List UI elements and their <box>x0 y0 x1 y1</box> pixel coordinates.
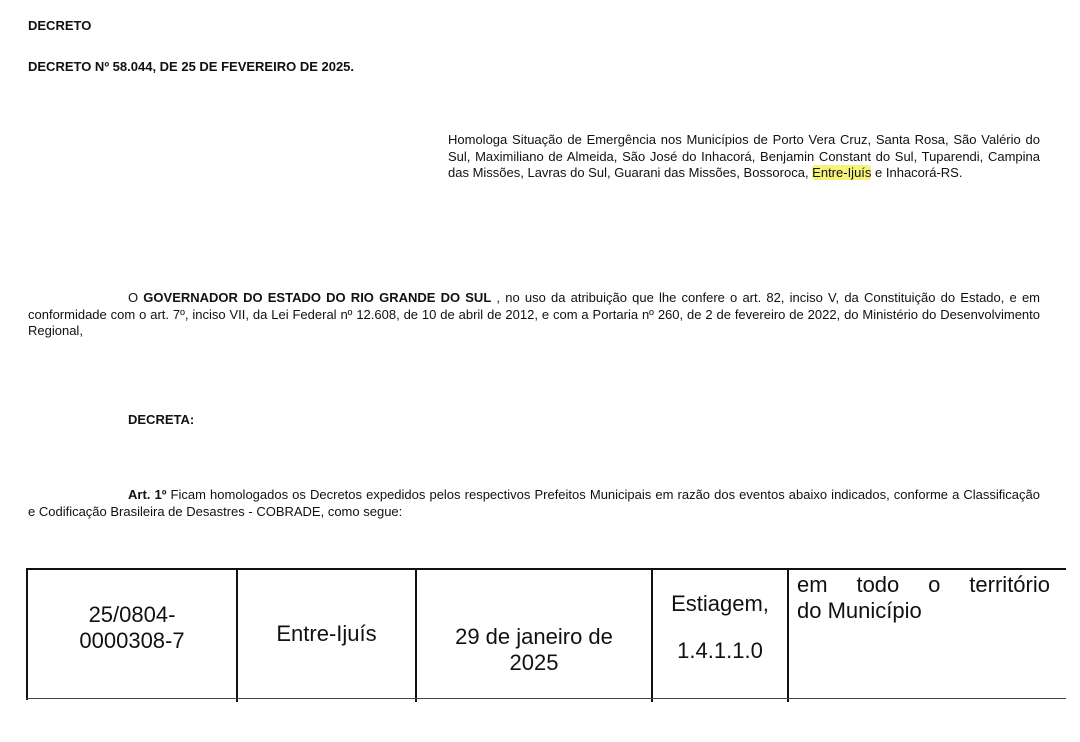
protocol-line-2: 0000308-7 <box>79 628 185 653</box>
event-name: Estiagem, <box>671 591 769 616</box>
date-line-1: 29 de janeiro de <box>455 624 613 649</box>
scope-line-1: em todo o território <box>797 572 1050 597</box>
article-1-label: Art. 1º <box>128 487 167 502</box>
table-bottom-border <box>26 698 1066 699</box>
event-cell <box>653 570 789 702</box>
protocol-line-1: 25/0804- <box>88 602 176 627</box>
article-1-paragraph <box>28 487 1040 520</box>
article-1-text: Ficam homologados os Decretos expedidos pelos respectivos Prefeitos Municipais em razão dos eventos abaixo indicados, conforme a Classificação e Codificação Brasileira de Desastres - COBRADE, como segue: <box>28 487 1040 519</box>
decreta-heading: DECRETA: <box>128 412 195 427</box>
protocol-cell <box>28 570 238 702</box>
scope-cell <box>789 570 1068 702</box>
decree-summary <box>448 132 1040 182</box>
preamble-text: , no uso da atribuição que lhe confere o art. 82, inciso V, da Constituição do Estado, e em conformidade com o art. 7º, inciso VII, da Lei Federal nº 12.608, de 10 de abril de 2012, e com a Portaria nº 260, de 2 de fevereiro de 2022, do Ministério do Desenvolvimento Regional, <box>28 290 1041 338</box>
summary-text-before: Homologa Situação de Emergência nos Municípios de Porto Vera Cruz, Santa Rosa, São Valério do Sul, Maximiliano de Almeida, São José do Inhacorá, Benjamin Constant do Sul, Tuparendi, Campina das Missões, Lavras do Sul, Guarani das Missões, Bossoroca, <box>448 132 1040 180</box>
municipality-name: Entre-Ijuís <box>276 621 377 646</box>
emergency-table <box>26 568 1066 700</box>
cobrade-code: 1.4.1.1.0 <box>677 638 763 663</box>
preamble-lead: O <box>128 290 144 305</box>
scope-line-2: do Município <box>797 598 922 623</box>
summary-text-after: e Inhacorá-RS. <box>871 165 963 180</box>
preamble-paragraph <box>28 290 1040 340</box>
date-line-2: 2025 <box>509 650 559 675</box>
date-cell <box>417 570 653 702</box>
document-kind: DECRETO <box>28 18 92 33</box>
governor-title: GOVERNADOR DO ESTADO DO RIO GRANDE DO SUL <box>143 290 492 305</box>
municipality-cell <box>238 570 417 702</box>
highlighted-municipality: Entre-Ijuís <box>812 165 872 180</box>
decree-title: DECRETO Nº 58.044, DE 25 DE FEVEREIRO DE 2025. <box>28 59 355 74</box>
